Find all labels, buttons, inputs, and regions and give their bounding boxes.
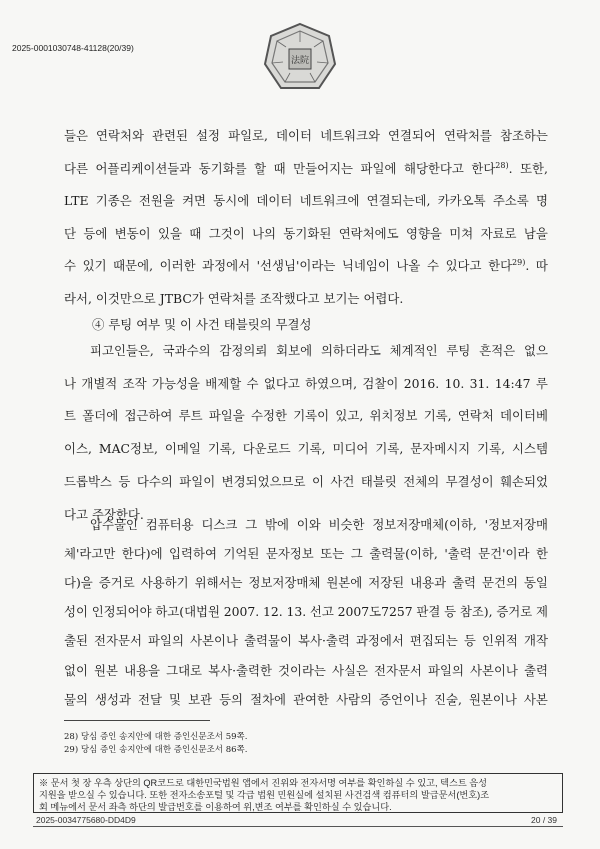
text-line: 들은 연락처와 관련된 설정 파일로, 데이터 네트워크와 연결되어 연락처를 참조하는 xyxy=(64,128,548,143)
text-line: LTE 기종은 전원을 켜면 동시에 데이터 네트워크에 연결되는데, 카카오톡 주소록 명 xyxy=(64,193,548,209)
text-line: 피고인들은, 국과수의 감정의뢰 회보에 의하더라도 체계적인 루팅 흔적은 없으 xyxy=(90,343,548,358)
text-line: 다)을 증거로 사용하기 위해서는 정보저장매체 원본에 저장된 내용과 출력 문건의 동일 xyxy=(64,575,548,591)
text-line: 트 폴더에 접근하여 루트 파일을 수정한 기록이 있고, 위치정보 기록, 연락처 데이터베 xyxy=(64,408,548,424)
footnote-29: 29) 당심 증인 송지안에 대한 증인신문조서 86쪽. xyxy=(64,745,248,755)
text-line: 나 개별적 조작 가능성을 배제할 수 없다고 하였으며, 검찰이 2016. 10. 31. 14:47 루 xyxy=(64,375,548,391)
footnote-28: 28) 당심 증인 송지안에 대한 증인신문조서 59쪽. xyxy=(64,732,248,742)
seal-text: 法院 xyxy=(290,56,310,66)
page-number: 20 / 39 xyxy=(531,815,557,825)
footer-divider xyxy=(33,826,563,827)
section-heading: ④ 루팅 여부 및 이 사건 태블릿의 무결성 xyxy=(92,317,312,332)
footnote-divider xyxy=(64,720,210,721)
text-line: 출된 전자문서 파일의 사본이나 출력물이 복사·출력 과정에서 편집되는 등 인위적 개작 xyxy=(64,633,548,649)
notice-line: ※ 문서 첫 장 우측 상단의 QR코드로 대한민국법원 앱에서 진위와 전자서명 여부를 확인하실 수 있고, 텍스트 음성 xyxy=(39,778,487,788)
notice-line: 지원을 받으실 수 있습니다. 또한 전자소송포털 및 각급 법원 민원실에 설치된 사건검색 컴퓨터의 발급문서(번호)조 xyxy=(39,790,490,800)
text-line: 수 있기 때문에, 이러한 과정에서 '선생님'이라는 닉네임이 나올 수 있다고 한다$^{29)}$. 따 xyxy=(64,258,548,274)
issue-number: 2025-0034775680-DD4D9 xyxy=(36,815,136,825)
court-seal-icon xyxy=(263,22,337,96)
text-line: 드롭박스 등 다수의 파일이 변경되었으므로 이 사건 태블릿 전체의 무결성이 훼손되었 xyxy=(64,473,548,489)
notice-line: 회 메뉴에서 문서 좌측 하단의 발급번호를 이용하여 위,변조 여부를 확인하실 수 있습니다. xyxy=(39,802,392,812)
text-line: 체'라고만 한다)에 입력하여 기억된 문자정보 또는 그 출력물(이하, '출력 문건'이라 한 xyxy=(64,546,548,562)
text-line: 다고 주장한다. xyxy=(64,506,144,522)
text-line: 라서, 이것만으로 JTBC가 연락처를 조작했다고 보기는 어렵다. xyxy=(64,291,404,306)
text-line: 압수물인 컴퓨터용 디스크 그 밖에 이와 비슷한 정보저장매체(이하, '정보저장매 xyxy=(90,517,548,532)
text-line: 물의 생성과 전달 및 보관 등의 절차에 관여한 사람의 증언이나 진술, 원본이나 사본 xyxy=(64,691,548,707)
text-line: 없이 원본 내용을 그대로 복사·출력한 것이라는 사실은 전자문서 파일의 사본이나 출력 xyxy=(64,662,548,678)
text-line: 이스, MAC정보, 이메일 기록, 다운로드 기록, 미디어 기록, 문자메시지 기록, 시스템 xyxy=(64,441,548,457)
authenticity-notice xyxy=(33,773,563,813)
text-line: 단 등에 변동이 있을 때 그것이 나의 동기화된 연락처에도 영향을 미쳐 자료로 남을 xyxy=(64,225,548,241)
text-line: 다른 어플리케이션들과 동기화를 할 때 만들어지는 파일에 해당한다고 한다$^{28)}$. 또한, xyxy=(64,160,548,176)
document-id: 2025-0001030748-41128(20/39) xyxy=(12,43,134,53)
text-line: 성이 인정되어야 하고(대법원 2007. 12. 13. 선고 2007도7257 판결 등 참조), 증거로 제 xyxy=(64,604,548,620)
